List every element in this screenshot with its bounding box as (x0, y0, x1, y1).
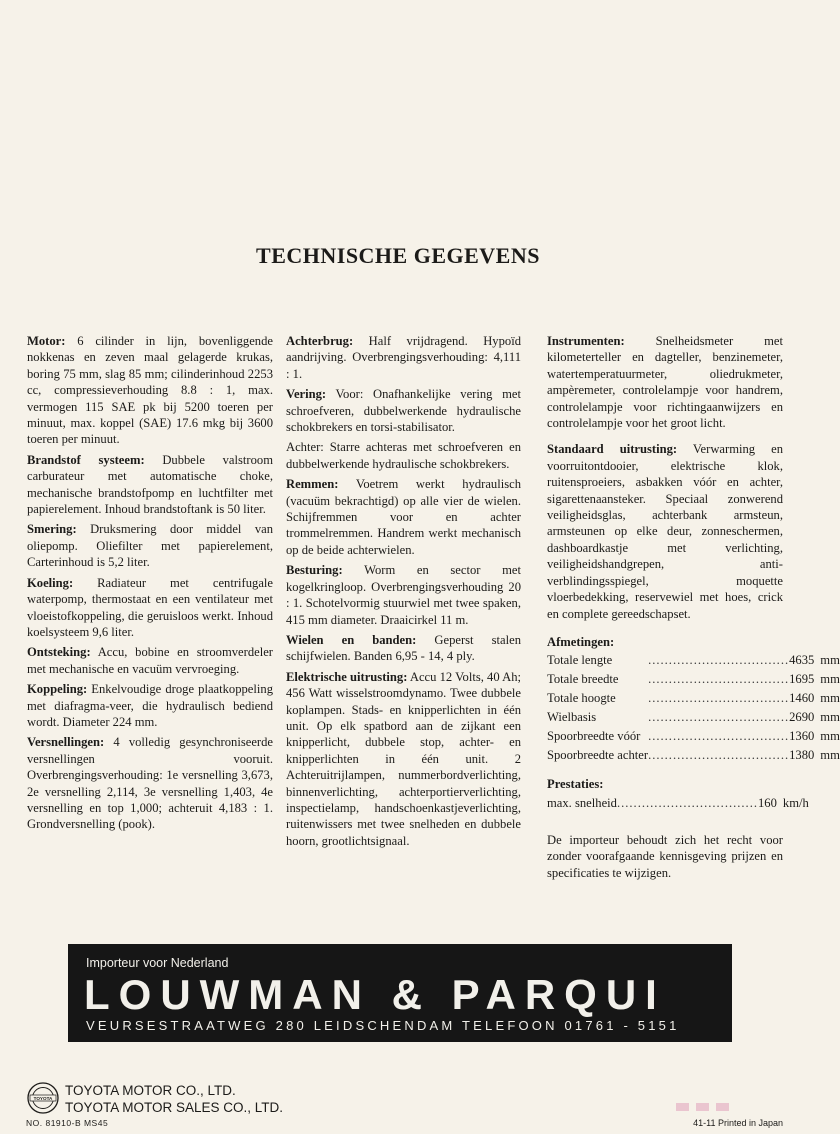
dot-leader: .................................. (648, 710, 790, 725)
spec-label: Elektrische uitrusting: (286, 669, 408, 684)
spec-label: Instrumenten: (547, 334, 625, 348)
spec-text: Verwarming en voorruitontdooier, elektrische klok, ruitensproeiers, asbakken vóór en achter, sigarettenaansteker. Speciaal zonwerend veiligheidsglas, achterbank armsteun, armsteunen op elke deur, zonneschermen, dashboardkastje met verlichting, veiligheidshandgrepen, anti-verblindingsspiegel, moquette vloerbedekking, reservewiel met hoes, crick en complete gereedschapset. (547, 442, 783, 621)
dimensions-heading: Afmetingen: (547, 634, 615, 649)
dimensions-table (547, 652, 840, 766)
dimension-unit: mm (820, 672, 840, 687)
spec-column-3 (547, 333, 840, 885)
spec-label: Wielen en banden: (286, 632, 417, 647)
spec-text: Accu, bobine en stroomverdeler met mechanische en vacuüm vervroeging. (27, 645, 273, 676)
dimension-unit: mm (820, 748, 840, 763)
dot-leader: .................................. (648, 691, 790, 706)
spec-wheels (286, 632, 521, 665)
dimension-name: Spoorbreedte vóór (547, 729, 641, 744)
performance-value: 160 (758, 795, 777, 810)
spec-text: 4 volledig gesynchroniseerde versnellingen vooruit. Overbrengingsverhouding: 1e versnelling 3,673, 2e versnelling 2,114, 3e versnelling 1,403, 4e versnelling en top 1,000; achteruit 4,183 : 1. Grondversnelling (pook). (27, 735, 273, 832)
spec-text: 6 cilinder in lijn, bovenliggende nokkenas en zeven maal gelagerde krukas, boring 75 mm, slag 85 mm; cilinderinhoud 2253 cc, compressieverhouding 8.8 : 1, max. vermogen 115 SAE pk bij 5200 toeren per minuut, max. koppel (SAE) 17.6 mkg bij 3600 toeren per minuut. (27, 334, 273, 447)
spec-brakes (286, 476, 521, 558)
dimension-name: Totale hoogte (547, 691, 616, 706)
dimension-unit: mm (820, 710, 840, 725)
spec-text: Accu 12 Volts, 40 Ah; 456 Watt wisselstroomdynamo. Twee dubbele koplampen. Stads- en knipperlichten in één unit. Op elk spatbord aan de zijkant een knipperlicht, dubbele stop, achter- en knipperlichten in één unit. 2 Achteruitrijlampen, nummerbordverlichting, binnenverlichting, achterportierverlichting, inspectielamp, handschoenkastjeverlichting, ruitenwissers met twee snelheden en dubbele hoorn, grootlichtsignaal. (286, 669, 521, 848)
dimension-row (547, 709, 840, 728)
spec-text: Radiateur met centrifugale waterpomp, thermostaat en een ventilateur met vloeistofkoppeling, die geruisloos werkt. Inhoud koelsysteem 9,6 liter. (27, 575, 273, 639)
spec-text: Achter: Starre achteras met schroefveren en dubbelwerkende hydraulische schokbrekers. (286, 440, 521, 471)
importer-label: Importeur voor Nederland (86, 956, 229, 970)
spec-text: Half vrijdragend. Hypoïd aandrijving. Overbrengingsverhouding: 4,111 : 1. (286, 334, 521, 381)
spec-label: Brandstof systeem: (27, 452, 145, 467)
dimension-name: Totale breedte (547, 672, 619, 687)
logo-text: TOYOTA (33, 1096, 53, 1101)
dealer-stamp-icon (676, 1101, 732, 1113)
spec-clutch (27, 681, 273, 730)
spec-rear-axle (286, 333, 521, 382)
dimension-unit: mm (820, 653, 840, 668)
spec-instruments (547, 333, 783, 431)
spec-column-2 (286, 333, 521, 853)
spec-label: Ontsteking: (27, 645, 91, 660)
importer-company: LOUWMAN & PARQUI (84, 971, 666, 1018)
dot-leader: .................................. (648, 729, 790, 744)
dot-leader: .................................. (648, 653, 790, 668)
spec-label: Versnellingen: (27, 735, 105, 750)
spec-label: Standaard uitrusting: (547, 442, 678, 457)
dimension-row (547, 728, 840, 747)
spec-label: Motor: (27, 334, 66, 348)
spec-fuel-system (27, 452, 273, 518)
dimension-value: 1695 (789, 672, 815, 687)
dimension-value: 1460 (789, 691, 815, 706)
performance-unit: km/h (782, 795, 809, 810)
dimension-name: Spoorbreedte achter (547, 748, 649, 763)
dot-leader: .................................. (616, 795, 758, 810)
spec-cooling (27, 575, 273, 641)
dimension-value: 1380 (789, 748, 815, 763)
dimension-value: 1360 (789, 729, 815, 744)
printed-in-japan: 41-11 Printed in Japan (693, 1118, 783, 1128)
dimension-name: Wielbasis (547, 710, 597, 725)
dimension-unit: mm (820, 691, 840, 706)
importer-address: VEURSESTRAATWEG 280 LEIDSCHENDAM TELEFOON 01761 - 5151 (86, 1018, 680, 1033)
dimension-row (547, 652, 840, 671)
spec-standard-equipment (547, 441, 783, 621)
spec-label: Smering: (27, 522, 77, 537)
spec-suspension-rear (286, 439, 521, 472)
dimension-value: 2690 (789, 710, 815, 725)
part-number: NO. 81910-B MS45 (26, 1118, 109, 1128)
spec-label: Achterbrug: (286, 334, 354, 348)
performance-name: max. snelheid (547, 795, 617, 810)
manufacturer-2: TOYOTA MOTOR SALES CO., LTD. (65, 1100, 284, 1115)
dimension-unit: mm (820, 729, 840, 744)
spec-column-1 (27, 333, 273, 837)
toyota-logo-icon (26, 1081, 60, 1115)
manufacturers (65, 1082, 283, 1116)
performance-heading: Prestaties: (547, 777, 604, 792)
spec-label: Koeling: (27, 575, 74, 590)
dimension-value: 4635 (789, 653, 815, 668)
dot-leader: .................................. (648, 672, 790, 687)
spec-label: Besturing: (286, 563, 343, 578)
spec-electrics (286, 669, 521, 849)
spec-text: Worm en sector met kogelkringloop. Overbrengingsverhouding 20 : 1. Schotelvormig stuurwiel met twee spaken, 415 mm diameter. Draaicirkel 11 m. (286, 563, 521, 627)
spec-motor (27, 333, 273, 448)
spec-label: Koppeling: (27, 682, 88, 697)
spec-text: Druksmering door middel van oliepomp. Oliefilter met papierelement, Carterinhoud is 5,2 liter. (27, 522, 273, 570)
performance-row (547, 795, 809, 814)
spec-lubrication (27, 521, 273, 570)
manufacturer-1: TOYOTA MOTOR CO., LTD. (65, 1083, 236, 1098)
spec-steering (286, 562, 521, 628)
disclaimer: De importeur behoudt zich het recht voor zonder voorafgaande kennisgeving prijzen en specificaties te wijzigen. (547, 832, 783, 880)
dot-leader: .................................. (648, 748, 790, 763)
spec-text: Enkelvoudige droge plaatkoppeling met diafragma-veer, die hydraulisch bediend wordt. Diameter 224 mm. (27, 682, 273, 729)
spec-text: Voor: Onafhankelijke vering met schroefveren, dubbelwerkende hydraulische schokbrekers en torsi-stabilisator. (286, 387, 521, 435)
importer-banner (68, 944, 732, 1042)
spec-text: Geperst stalen schijfwielen. Banden 6,95 - 14, 4 ply. (286, 632, 521, 664)
spec-suspension (286, 386, 521, 435)
spec-label: Remmen: (286, 477, 339, 492)
page-title: TECHNISCHE GEGEVENS (256, 243, 540, 268)
dimension-row (547, 671, 840, 690)
spec-label: Vering: (286, 387, 327, 402)
performance-table (547, 795, 809, 814)
spec-gears (27, 734, 273, 832)
dimension-row (547, 747, 840, 766)
dimension-name: Totale lengte (547, 653, 613, 668)
spec-text: Dubbele valstroom carburateur met automatische choke, mechanische brandstofpomp en luchtfilter met papierelement. Inhoud brandstoftank is 50 liter. (27, 452, 273, 517)
dimension-row (547, 690, 840, 709)
spec-text: Snelheidsmeter met kilometerteller en dagteller, benzinemeter, watertemperatuurmeter, oliedrukmeter, ampèremeter, controlelampje voor handrem, controlelampje voor richtingaanwijzers en controlelampje voor het groot licht. (547, 334, 783, 431)
spec-ignition (27, 644, 273, 677)
spec-text: Voetrem werkt hydraulisch (vacuüm bekrachtigd) op alle vier de wielen. Schijfremmen voor en achter trommelremmen. Handrem werkt mechanisch op de beide achterwielen. (286, 477, 521, 557)
